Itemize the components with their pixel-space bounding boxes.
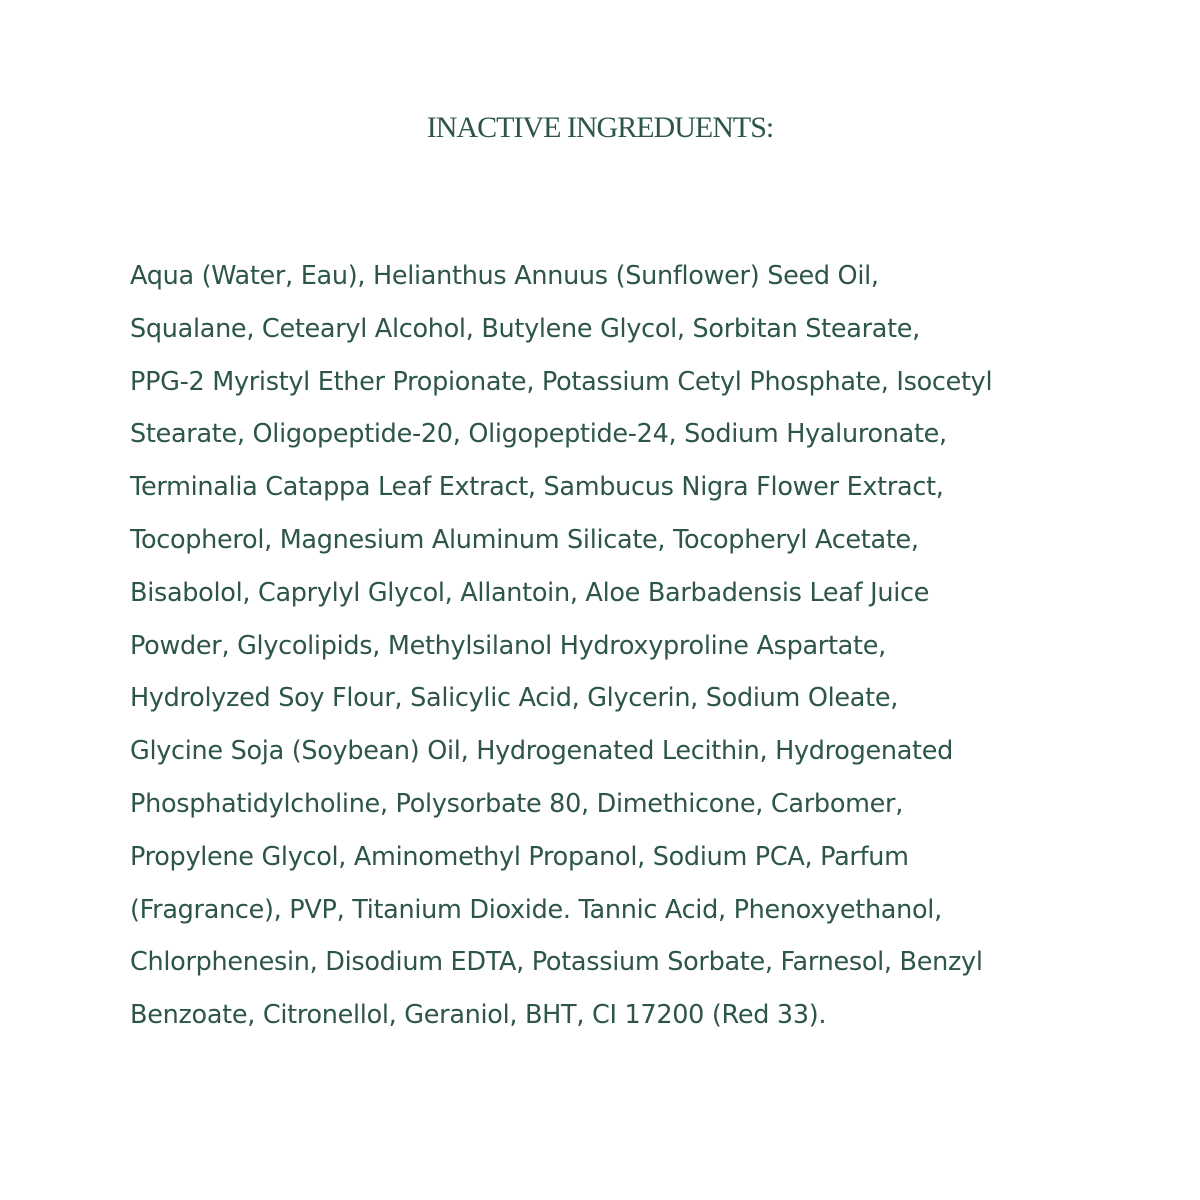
ingredients-line: PPG-2 Myristyl Ether Propionate, Potassium Cetyl Phosphate, Isocetyl: [130, 366, 993, 397]
ingredients-line: Stearate, Oligopeptide-20, Oligopeptide-24, Sodium Hyaluronate,: [130, 419, 947, 450]
page-title: INACTIVE INGREDUENTS:: [426, 111, 774, 144]
ingredients-line: Phosphatidylcholine, Polysorbate 80, Dimethicone, Carbomer,: [130, 788, 904, 819]
ingredients-line: Propylene Glycol, Aminomethyl Propanol, Sodium PCA, Parfum: [130, 841, 909, 872]
ingredients-line: Bisabolol, Caprylyl Glycol, Allantoin, Aloe Barbadensis Leaf Juice: [130, 577, 930, 608]
ingredients-line: Squalane, Cetearyl Alcohol, Butylene Glycol, Sorbitan Stearate,: [130, 313, 920, 344]
ingredients-line: (Fragrance), PVP, Titanium Dioxide. Tannic Acid, Phenoxyethanol,: [130, 894, 942, 925]
ingredients-line: Tocopherol, Magnesium Aluminum Silicate, Tocopheryl Acetate,: [130, 524, 919, 555]
ingredients-line: Chlorphenesin, Disodium EDTA, Potassium Sorbate, Farnesol, Benzyl: [130, 947, 983, 978]
ingredients-line: Benzoate, Citronellol, Geraniol, BHT, CI 17200 (Red 33).: [130, 1000, 827, 1031]
ingredients-list: [130, 250, 1110, 1042]
ingredients-line: Hydrolyzed Soy Flour, Salicylic Acid, Glycerin, Sodium Oleate,: [130, 683, 899, 714]
ingredients-line: Aqua (Water, Eau), Helianthus Annuus (Sunflower) Seed Oil,: [130, 261, 879, 291]
ingredients-line: Terminalia Catappa Leaf Extract, Sambucus Nigra Flower Extract,: [130, 472, 944, 503]
ingredients-line: Powder, Glycolipids, Methylsilanol Hydroxyproline Aspartate,: [130, 630, 886, 661]
ingredients-line: Glycine Soja (Soybean) Oil, Hydrogenated Lecithin, Hydrogenated: [130, 736, 953, 767]
